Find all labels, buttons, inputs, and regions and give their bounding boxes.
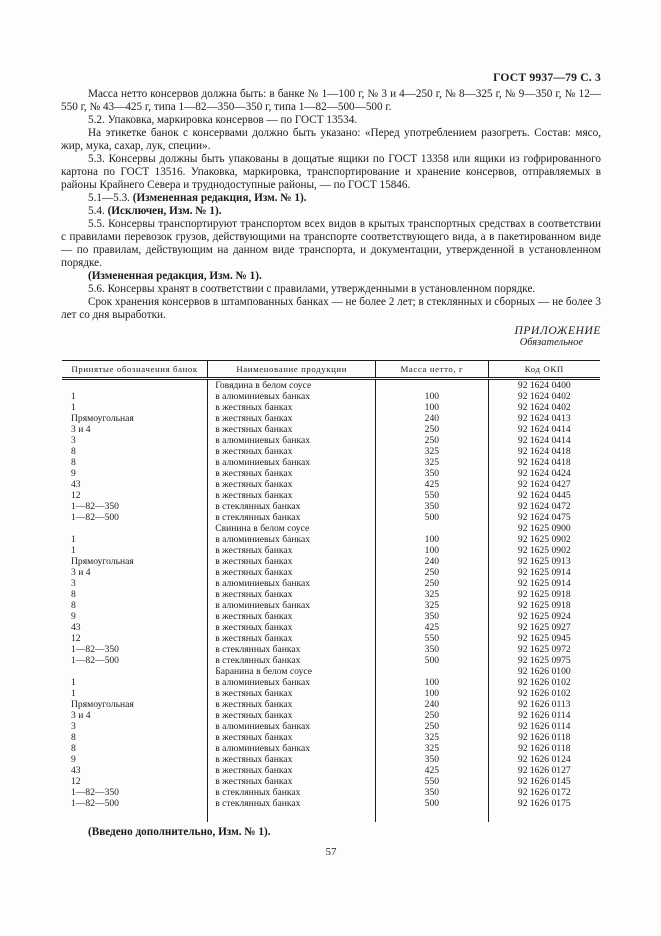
table-cell: в алюминиевых банках xyxy=(208,677,376,688)
table-cell: 92 1626 0114 xyxy=(518,721,571,732)
table-row xyxy=(62,666,600,677)
table-row xyxy=(62,556,600,567)
table-cell: Говядина в белом соусе xyxy=(208,379,376,392)
table-cell: в стеклянных банках xyxy=(208,512,376,523)
table-cell: 92 1625 0914 xyxy=(517,567,571,578)
table-cell xyxy=(376,523,488,534)
table-cell: 325 xyxy=(376,457,488,468)
table-row xyxy=(62,457,600,468)
table-cell: 92 1624 0424 xyxy=(517,468,571,479)
table-row xyxy=(62,534,600,545)
table-cell: 1—82—350 xyxy=(62,787,208,798)
table-row xyxy=(62,787,600,798)
table-cell: 1—82—500 xyxy=(62,798,208,809)
table-row xyxy=(62,699,600,710)
table-cell: 550 xyxy=(376,776,488,787)
paragraph: 5.1—5.3. (Измененная редакция, Изм. № 1). xyxy=(88,192,307,204)
table-cell: 92 1625 0902 xyxy=(517,534,571,545)
table-cell: в алюминиевых банках xyxy=(208,578,376,589)
table-row xyxy=(62,468,600,479)
table-cell: в жестяных банках xyxy=(208,402,376,413)
table-cell: 500 xyxy=(376,798,488,809)
table-row xyxy=(62,809,600,822)
table-cell: 250 xyxy=(376,424,488,435)
table-cell: 1 xyxy=(62,545,208,556)
table-cell: в жестяных банках xyxy=(208,589,376,600)
table-cell: 92 1624 0418 xyxy=(517,446,571,457)
table-cell: в жестяных банках xyxy=(208,567,376,578)
table-cell: 425 xyxy=(376,765,488,776)
table-cell: в жестяных банках xyxy=(208,776,376,787)
table-cell: 92 1626 0118 xyxy=(518,732,571,743)
table-cell: 425 xyxy=(376,622,488,633)
table-cell: 92 1625 0945 xyxy=(517,633,571,644)
table-row xyxy=(62,379,600,392)
table-cell: 9 xyxy=(62,468,208,479)
table-cell: в жестяных банках xyxy=(208,688,376,699)
table-cell: 325 xyxy=(376,743,488,754)
table-cell: 350 xyxy=(376,644,488,655)
table-cell: 92 1624 0475 xyxy=(517,512,571,523)
table-cell: 350 xyxy=(376,501,488,512)
table-cell: 9 xyxy=(62,754,208,765)
table-cell: 1 xyxy=(62,402,208,413)
table-row xyxy=(62,512,600,523)
paragraph: 5.4. (Исключен, Изм. № 1). xyxy=(88,205,222,217)
table-cell: 1—82—350 xyxy=(62,501,208,512)
table-header-cell: Наименование продукции xyxy=(208,361,376,379)
paragraph: 5.2. Упаковка, маркировка консервов — по ГОСТ 13534. xyxy=(88,114,358,126)
table-cell: 100 xyxy=(376,391,488,402)
table-cell: 92 1626 0102 xyxy=(517,688,571,699)
table-header-row xyxy=(62,361,600,379)
table-cell: 92 1626 0100 xyxy=(517,666,571,677)
table-cell: 92 1624 0402 xyxy=(517,391,571,402)
table-cell: 1 xyxy=(62,688,208,699)
table-row xyxy=(62,644,600,655)
table-cell xyxy=(488,809,600,822)
table-cell: в алюминиевых банках xyxy=(208,743,376,754)
table-cell: Баранина в белом соусе xyxy=(208,666,376,677)
table-cell: в жестяных банках xyxy=(208,413,376,424)
table-cell: 92 1624 0445 xyxy=(517,490,571,501)
table-cell: 325 xyxy=(376,732,488,743)
table-cell: 500 xyxy=(376,512,488,523)
table-cell: в жестяных банках xyxy=(208,622,376,633)
table-cell: 1—82—500 xyxy=(62,512,208,523)
table-cell: 12 xyxy=(62,633,208,644)
table-row xyxy=(62,523,600,534)
table-cell: 240 xyxy=(376,556,488,567)
table-cell: 43 xyxy=(62,765,208,776)
table-cell: 9 xyxy=(62,611,208,622)
paragraph: На этикетке банок с консервами должно быть указано: «Перед употреблением разогреть. Состав: мясо, жир, мука, сахар, лук, специи». xyxy=(61,127,601,152)
table-cell: Прямоугольная xyxy=(62,413,208,424)
table-cell: в стеклянных банках xyxy=(208,787,376,798)
table-cell: 425 xyxy=(376,479,488,490)
table-cell: 92 1626 0172 xyxy=(517,787,571,798)
table-cell: Прямоугольная xyxy=(62,699,208,710)
table-cell: 350 xyxy=(376,754,488,765)
table-cell xyxy=(376,666,488,677)
table-cell: 92 1625 0914 xyxy=(517,578,571,589)
table-cell: 92 1625 0975 xyxy=(517,655,571,666)
table-cell: 240 xyxy=(376,699,488,710)
table-cell: в стеклянных банках xyxy=(208,644,376,655)
table-row xyxy=(62,391,600,402)
table-cell: в жестяных банках xyxy=(208,446,376,457)
table-cell: 250 xyxy=(376,435,488,446)
table-cell: в жестяных банках xyxy=(208,765,376,776)
table-row xyxy=(62,743,600,754)
table-row xyxy=(62,501,600,512)
table-row xyxy=(62,721,600,732)
table-cell: 3 xyxy=(62,435,208,446)
table-cell xyxy=(376,809,488,822)
table-cell xyxy=(62,523,208,534)
table-cell: 8 xyxy=(62,446,208,457)
table-row xyxy=(62,600,600,611)
table-row xyxy=(62,435,600,446)
table-cell: 92 1625 0900 xyxy=(517,523,571,534)
table-cell: 3 и 4 xyxy=(62,710,208,721)
table-cell: 250 xyxy=(376,578,488,589)
page-header: ГОСТ 9937—79 С. 3 xyxy=(493,71,601,84)
table-cell: 43 xyxy=(62,479,208,490)
table-row xyxy=(62,677,600,688)
table-cell: 8 xyxy=(62,600,208,611)
table-cell: 550 xyxy=(376,490,488,501)
table-cell: в жестяных банках xyxy=(208,490,376,501)
table-cell: 100 xyxy=(376,545,488,556)
table-cell: 92 1625 0972 xyxy=(517,644,571,655)
table-cell xyxy=(62,379,208,392)
table-row xyxy=(62,765,600,776)
appendix-subtitle: Обязательное xyxy=(519,337,583,348)
table-cell: в жестяных банках xyxy=(208,754,376,765)
table-row xyxy=(62,732,600,743)
table-cell: в стеклянных банках xyxy=(208,655,376,666)
table-cell: 8 xyxy=(62,589,208,600)
table-cell xyxy=(62,809,208,822)
table-row xyxy=(62,754,600,765)
table-cell: 3 xyxy=(62,721,208,732)
table-cell: в жестяных банках xyxy=(208,468,376,479)
table-row xyxy=(62,622,600,633)
table-row xyxy=(62,490,600,501)
table-row xyxy=(62,567,600,578)
table-cell: 325 xyxy=(376,589,488,600)
table-cell: в алюминиевых банках xyxy=(208,534,376,545)
table-cell: 100 xyxy=(376,677,488,688)
paragraph: Срок хранения консервов в штампованных банках — не более 2 лет; в стеклянных и сборных — не более 3 лет со дня выработки. xyxy=(61,296,601,321)
table-cell: 250 xyxy=(376,721,488,732)
table-cell: в жестяных банках xyxy=(208,479,376,490)
table-cell: 92 1625 0918 xyxy=(517,600,571,611)
table-row xyxy=(62,545,600,556)
page-number: 57 xyxy=(325,846,337,858)
table-cell: в алюминиевых банках xyxy=(208,435,376,446)
table-row xyxy=(62,710,600,721)
table-cell: 350 xyxy=(376,787,488,798)
table-row xyxy=(62,633,600,644)
table-cell: 1 xyxy=(62,391,208,402)
table-cell: 92 1624 0418 xyxy=(517,457,571,468)
table-cell: 92 1624 0414 xyxy=(517,435,571,446)
table-cell: 92 1626 0175 xyxy=(517,798,571,809)
table-cell: 92 1624 0413 xyxy=(517,413,571,424)
table-cell: в жестяных банках xyxy=(208,699,376,710)
table-cell xyxy=(376,379,488,392)
table-row xyxy=(62,589,600,600)
table-row xyxy=(62,655,600,666)
table-cell: 250 xyxy=(376,567,488,578)
table-cell xyxy=(208,809,376,822)
table-cell: 8 xyxy=(62,457,208,468)
table-cell xyxy=(62,666,208,677)
table-row xyxy=(62,402,600,413)
table-row xyxy=(62,446,600,457)
paragraph: Масса нетто консервов должна быть: в банке № 1—100 г, № 3 и 4—250 г, № 8—325 г, № 9—350 г, № 12—550 г, № 43—425 г, типа 1—82—350—350 г, типа 1—82—500—500 г. xyxy=(61,88,601,113)
table-cell: 8 xyxy=(62,743,208,754)
table-cell: в алюминиевых банках xyxy=(208,600,376,611)
table-cell: 92 1626 0145 xyxy=(517,776,571,787)
table-cell: 100 xyxy=(376,688,488,699)
table-cell: 92 1626 0102 xyxy=(517,677,571,688)
table-row xyxy=(62,479,600,490)
table-cell: 240 xyxy=(376,413,488,424)
table-cell: 92 1624 0472 xyxy=(517,501,571,512)
table-header-cell: Код ОКП xyxy=(488,361,600,379)
table-cell: в жестяных банках xyxy=(208,611,376,622)
table-cell: в жестяных банках xyxy=(208,710,376,721)
table-cell: 12 xyxy=(62,490,208,501)
table-cell: 92 1625 0927 xyxy=(517,622,571,633)
table-cell: 92 1625 0924 xyxy=(517,611,571,622)
table-cell: в стеклянных банках xyxy=(208,501,376,512)
table-body xyxy=(62,379,600,823)
table-cell: 92 1626 0124 xyxy=(517,754,571,765)
table-cell: в жестяных банках xyxy=(208,732,376,743)
table-cell: в жестяных банках xyxy=(208,556,376,567)
body-paragraphs xyxy=(61,88,601,322)
table-cell: 500 xyxy=(376,655,488,666)
table-cell: 92 1626 0114 xyxy=(518,710,571,721)
table-cell: 100 xyxy=(376,402,488,413)
table-header-cell: Масса нетто, г xyxy=(376,361,488,379)
table-cell: 92 1626 0127 xyxy=(517,765,571,776)
table-cell: 350 xyxy=(376,611,488,622)
table-cell: в жестяных банках xyxy=(208,424,376,435)
table-cell: Прямоугольная xyxy=(62,556,208,567)
table-cell: в стеклянных банках xyxy=(208,798,376,809)
table-row xyxy=(62,798,600,809)
table-cell: 8 xyxy=(62,732,208,743)
paragraph: 5.3. Консервы должны быть упакованы в дощатые ящики по ГОСТ 13358 или ящики из гофрированного картона по ГОСТ 13516. Упаковка, маркировка, транспортирование и хранение консервов, отправляемых в районы Крайнего Севера и труднодоступные районы, — по ГОСТ 15846. xyxy=(61,153,601,191)
table-cell: в алюминиевых банках xyxy=(208,721,376,732)
table-row xyxy=(62,578,600,589)
table-cell: 1—82—350 xyxy=(62,644,208,655)
table-cell: 92 1624 0427 xyxy=(517,479,571,490)
table-cell: 3 и 4 xyxy=(62,424,208,435)
table-cell: в жестяных банках xyxy=(208,633,376,644)
table-cell: 1—82—500 xyxy=(62,655,208,666)
table-row xyxy=(62,413,600,424)
table-cell: 92 1625 0918 xyxy=(517,589,571,600)
table-cell: 1 xyxy=(62,677,208,688)
table-cell: 325 xyxy=(376,446,488,457)
table-cell: 12 xyxy=(62,776,208,787)
table-row xyxy=(62,688,600,699)
appendix-title: ПРИЛОЖЕНИЕ xyxy=(514,325,601,337)
paragraph: 5.6. Консервы хранят в соответствии с правилами, утвержденными в установленном порядке. xyxy=(88,283,536,295)
table-cell: 3 и 4 xyxy=(62,567,208,578)
table-cell: 3 xyxy=(62,578,208,589)
table-cell: 350 xyxy=(376,468,488,479)
table-cell: 550 xyxy=(376,633,488,644)
table-cell: 100 xyxy=(376,534,488,545)
table-cell: 325 xyxy=(376,600,488,611)
table-row xyxy=(62,424,600,435)
table-cell: 92 1626 0118 xyxy=(518,743,571,754)
table-cell: 92 1625 0913 xyxy=(517,556,571,567)
table-cell: 92 1625 0902 xyxy=(517,545,571,556)
table-cell: в алюминиевых банках xyxy=(208,457,376,468)
table-header-cell: Принятые обозначения банок xyxy=(62,361,208,379)
table-row xyxy=(62,776,600,787)
table-cell: в жестяных банках xyxy=(208,545,376,556)
table-row xyxy=(62,611,600,622)
table-cell: 92 1624 0402 xyxy=(517,402,571,413)
table-cell: 92 1624 0414 xyxy=(517,424,571,435)
footnote: (Введено дополнительно, Изм. № 1). xyxy=(88,826,271,838)
table-cell: 1 xyxy=(62,534,208,545)
table-cell: 250 xyxy=(376,710,488,721)
paragraph: (Измененная редакция, Изм. № 1). xyxy=(88,270,262,282)
table-cell: Свинина в белом соусе xyxy=(208,523,376,534)
cans-table xyxy=(62,360,600,822)
paragraph: 5.5. Консервы транспортируют транспортом всех видов в крытых транспортных средствах в соответствии с правилами перевозок грузов, действующими на транспорте соответствующего вида, а в пакетированном виде — по правилам, действующим на данном виде транспорта, и документации, утвержденной в установленном порядке. xyxy=(61,218,601,269)
table-cell: 92 1626 0113 xyxy=(518,699,571,710)
appendix-heading xyxy=(61,325,601,348)
table-cell: 43 xyxy=(62,622,208,633)
table-cell: 92 1624 0400 xyxy=(517,380,571,391)
table-cell: в алюминиевых банках xyxy=(208,391,376,402)
